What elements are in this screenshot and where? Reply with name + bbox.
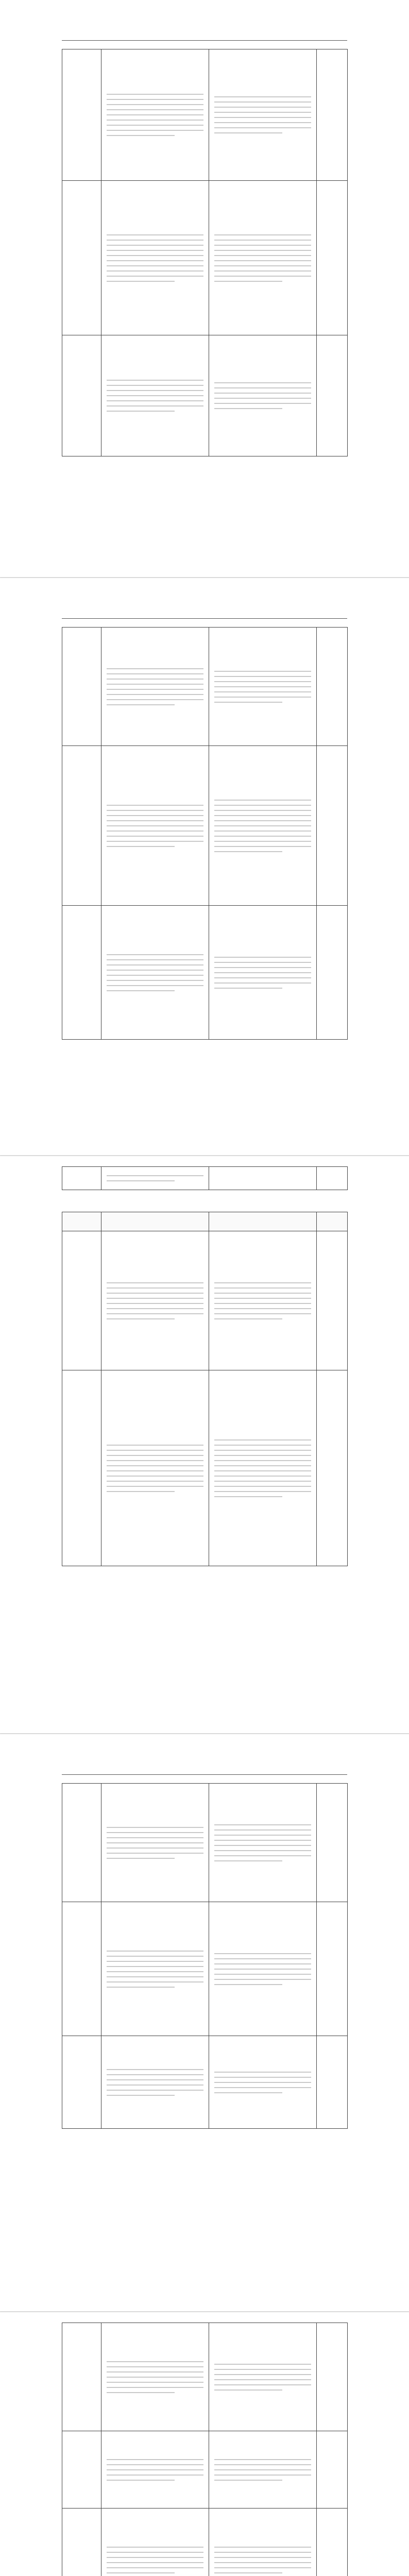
header-goal	[101, 1212, 209, 1231]
course-name-cell	[62, 1784, 101, 1902]
table-row	[62, 1902, 348, 2036]
table-row	[62, 628, 348, 746]
course-goal-cell	[101, 2509, 209, 2576]
course-hours-cell	[317, 1167, 348, 1190]
course-content-cell	[209, 2431, 317, 2509]
course-content-cell	[209, 181, 317, 335]
course-table	[62, 1783, 348, 2129]
document-page-1	[0, 0, 409, 577]
table-header-row	[62, 1212, 348, 1231]
course-content-cell	[209, 746, 317, 906]
course-content-cell	[209, 1902, 317, 2036]
course-content-cell	[209, 1370, 317, 1566]
table-row	[62, 49, 348, 181]
table-row	[62, 906, 348, 1040]
course-hours-cell	[317, 628, 348, 746]
table-row	[62, 2323, 348, 2431]
table-row	[62, 1370, 348, 1566]
document-page-3	[0, 1156, 409, 1733]
course-goal-cell	[101, 1231, 209, 1370]
course-content-cell	[209, 1167, 317, 1190]
table-row	[62, 746, 348, 906]
course-hours-cell	[317, 2509, 348, 2576]
course-goal-cell	[101, 1370, 209, 1566]
course-hours-cell	[317, 2323, 348, 2431]
document-page-5	[0, 2312, 409, 2576]
course-hours-cell	[317, 2431, 348, 2509]
course-table	[62, 1166, 348, 1190]
course-name-cell	[62, 1231, 101, 1370]
page-header	[62, 607, 347, 619]
header-content	[209, 1212, 317, 1231]
course-content-cell	[209, 1231, 317, 1370]
course-hours-cell	[317, 1231, 348, 1370]
course-name-cell	[62, 746, 101, 906]
course-name-cell	[62, 628, 101, 746]
course-content-cell	[209, 2509, 317, 2576]
header-hours	[317, 1212, 348, 1231]
table-row	[62, 1231, 348, 1370]
course-goal-cell	[101, 1784, 209, 1902]
course-name-cell	[62, 1902, 101, 2036]
course-goal-cell	[101, 2323, 209, 2431]
table-row	[62, 1167, 348, 1190]
course-content-cell	[209, 335, 317, 456]
course-hours-cell	[317, 746, 348, 906]
course-name-cell	[62, 2509, 101, 2576]
table-row	[62, 2431, 348, 2509]
course-name-cell	[62, 181, 101, 335]
course-goal-cell	[101, 1167, 209, 1190]
course-table	[62, 627, 348, 1040]
course-goal-cell	[101, 1902, 209, 2036]
document-page-4	[0, 1734, 409, 2311]
course-goal-cell	[101, 2036, 209, 2129]
course-goal-cell	[101, 628, 209, 746]
page-header	[62, 1763, 347, 1775]
table-row	[62, 2509, 348, 2576]
course-name-cell	[62, 335, 101, 456]
course-goal-cell	[101, 49, 209, 181]
course-name-cell	[62, 49, 101, 181]
course-content-cell	[209, 1784, 317, 1902]
course-goal-cell	[101, 906, 209, 1040]
course-name-cell	[62, 2431, 101, 2509]
course-hours-cell	[317, 1902, 348, 2036]
course-goal-cell	[101, 2431, 209, 2509]
course-table	[62, 1212, 348, 1566]
course-goal-cell	[101, 181, 209, 335]
course-content-cell	[209, 2036, 317, 2129]
course-hours-cell	[317, 1784, 348, 1902]
header-course	[62, 1212, 101, 1231]
course-table	[62, 49, 348, 456]
course-goal-cell	[101, 335, 209, 456]
table-row	[62, 1784, 348, 1902]
course-hours-cell	[317, 335, 348, 456]
course-goal-cell	[101, 746, 209, 906]
course-name-cell	[62, 2036, 101, 2129]
course-content-cell	[209, 49, 317, 181]
course-name-cell	[62, 2323, 101, 2431]
table-row	[62, 181, 348, 335]
document-page-2	[0, 578, 409, 1155]
course-hours-cell	[317, 181, 348, 335]
page-header	[62, 29, 347, 41]
course-content-cell	[209, 2323, 317, 2431]
course-content-cell	[209, 628, 317, 746]
course-table	[62, 2323, 348, 2576]
course-content-cell	[209, 906, 317, 1040]
course-name-cell	[62, 1370, 101, 1566]
course-hours-cell	[317, 2036, 348, 2129]
course-name-cell	[62, 906, 101, 1040]
course-hours-cell	[317, 1370, 348, 1566]
course-name-cell	[62, 1167, 101, 1190]
table-row	[62, 2036, 348, 2129]
table-row	[62, 335, 348, 456]
course-hours-cell	[317, 49, 348, 181]
course-hours-cell	[317, 906, 348, 1040]
